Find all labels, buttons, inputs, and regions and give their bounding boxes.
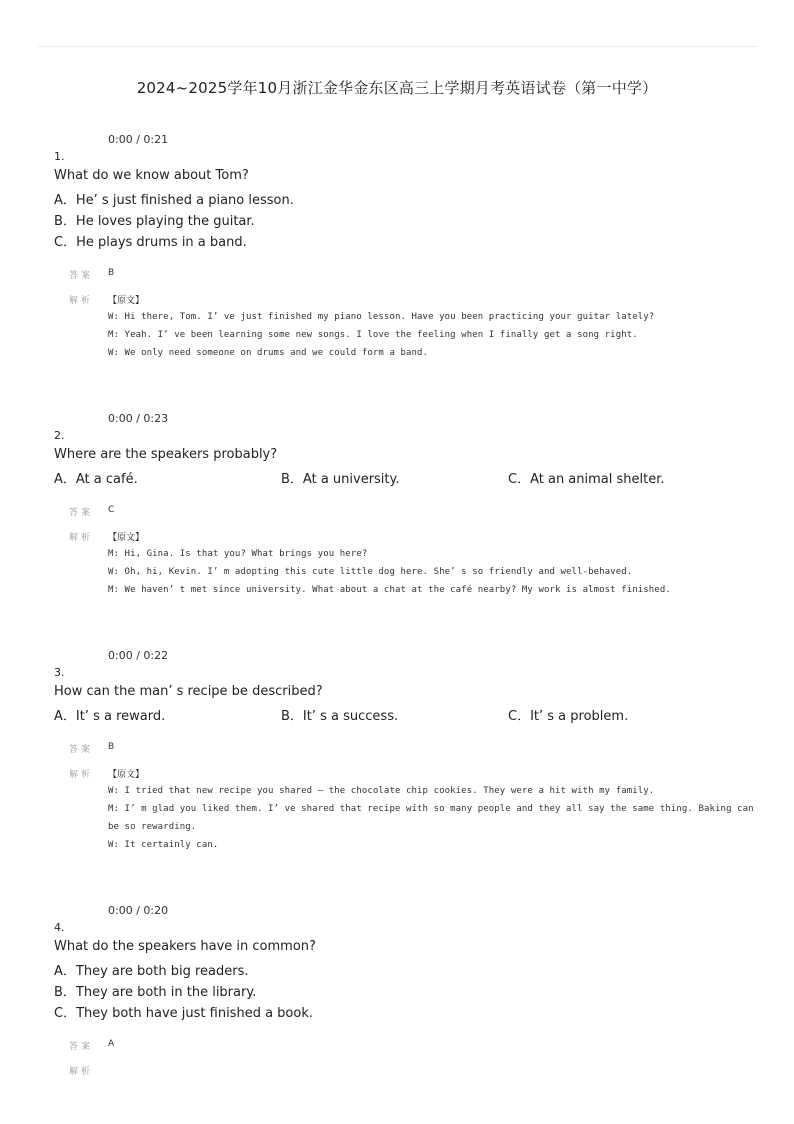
question-number: 3. xyxy=(54,666,65,679)
option-c: C．At an animal shelter. xyxy=(508,472,665,487)
analysis-label: 解析 xyxy=(69,533,94,543)
transcript-line: W: Oh, hi, Kevin. I’ m adopting this cute little dog here. She’ s so friendly and well-behaved. xyxy=(108,567,633,577)
question-number: 2. xyxy=(54,429,65,442)
option-c: C．It’ s a problem. xyxy=(508,709,629,724)
transcript-line: W: It certainly can. xyxy=(108,840,219,850)
answer-label: 答案 xyxy=(69,1042,94,1052)
audio-player-time[interactable]: 0:00 / 0:21 xyxy=(108,133,169,146)
option-b: B．At a university. xyxy=(281,472,400,487)
original-text-label: 【原文】 xyxy=(108,296,145,306)
answer-label: 答案 xyxy=(69,745,94,755)
header-divider xyxy=(38,46,758,47)
transcript-line: M: Hi, Gina. Is that you? What brings you here? xyxy=(108,549,368,559)
page-title: 2024~2025学年10月浙江金华金东区高三上学期月考英语试卷（第一中学） xyxy=(136,79,658,97)
answer-value: C xyxy=(108,505,115,515)
answer-label: 答案 xyxy=(69,271,94,281)
analysis-label: 解析 xyxy=(69,770,94,780)
question-stem: Where are the speakers probably? xyxy=(54,447,278,462)
transcript-line: M: I’ m glad you liked them. I’ ve shared that recipe with so many people and they all say the same thing. Baking can xyxy=(108,804,754,814)
question-stem: What do the speakers have in common? xyxy=(54,939,316,954)
option-b: B．It’ s a success. xyxy=(281,709,399,724)
answer-value: A xyxy=(108,1039,115,1049)
transcript-line: M: We haven’ t met since university. What about a chat at the café nearby? My work is almost finished. xyxy=(108,585,671,595)
option-c: C．He plays drums in a band. xyxy=(54,235,247,250)
transcript-line: W: Hi there, Tom. I’ ve just finished my piano lesson. Have you been practicing your guitar lately? xyxy=(108,312,655,322)
transcript-line: W: I tried that new recipe you shared — the chocolate chip cookies. They were a hit with my family. xyxy=(108,786,655,796)
transcript-line: W: We only need someone on drums and we could form a band. xyxy=(108,348,429,358)
option-a: A．It’ s a reward. xyxy=(54,709,166,724)
original-text-label: 【原文】 xyxy=(108,533,145,543)
option-b: B．He loves playing the guitar. xyxy=(54,214,255,229)
transcript-line: M: Yeah. I’ ve been learning some new songs. I love the feeling when I finally get a song right. xyxy=(108,330,638,340)
original-text-label: 【原文】 xyxy=(108,770,145,780)
audio-player-time[interactable]: 0:00 / 0:23 xyxy=(108,412,169,425)
option-b: B．They are both in the library. xyxy=(54,985,257,1000)
analysis-label: 解析 xyxy=(69,1067,94,1077)
option-a: A．He’ s just finished a piano lesson. xyxy=(54,193,294,208)
option-a: A．At a café. xyxy=(54,472,138,487)
option-a: A．They are both big readers. xyxy=(54,964,249,979)
option-c: C．They both have just finished a book. xyxy=(54,1006,313,1021)
answer-label: 答案 xyxy=(69,508,94,518)
answer-value: B xyxy=(108,742,115,752)
answer-value: B xyxy=(108,268,115,278)
analysis-label: 解析 xyxy=(69,296,94,306)
transcript-line: be so rewarding. xyxy=(108,822,197,832)
audio-player-time[interactable]: 0:00 / 0:20 xyxy=(108,904,169,917)
audio-player-time[interactable]: 0:00 / 0:22 xyxy=(108,649,169,662)
question-number: 1. xyxy=(54,150,65,163)
question-number: 4. xyxy=(54,921,65,934)
question-stem: How can the man’ s recipe be described? xyxy=(54,684,323,699)
question-stem: What do we know about Tom? xyxy=(54,168,249,183)
